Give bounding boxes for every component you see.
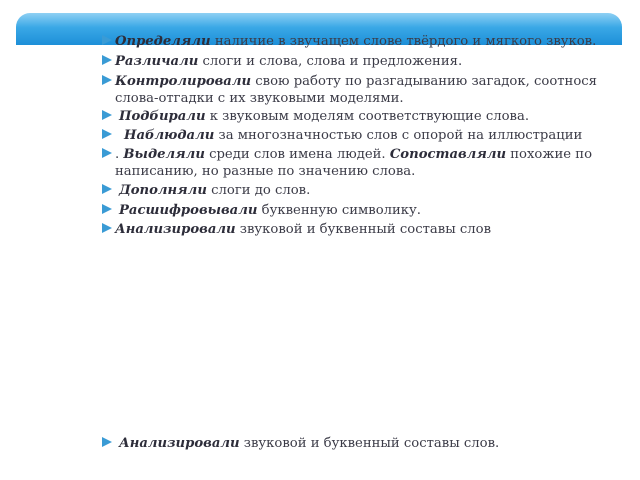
arrow-bullet-icon [102,184,112,194]
arrow-bullet-icon [102,148,112,158]
item-text: за многозначностью слов с опорой на иллюстрации [214,128,583,143]
arrow-bullet-icon [102,35,112,45]
item-verb: Анализировали [119,436,240,451]
arrow-bullet-icon [102,437,112,447]
item-prefix: . [115,147,124,162]
arrow-bullet-icon [102,204,112,214]
item-text: звуковой и буквенный составы слов [235,222,492,237]
item-text: буквенную символику. [257,203,421,218]
list-item [102,202,632,219]
list-item [102,221,632,238]
item-verb: Контролировали [115,74,252,89]
list-item-footer [102,435,632,452]
item-verb-2: Сопоставляли [389,147,507,162]
arrow-bullet-icon [102,110,112,120]
item-verb: Дополняли [119,183,207,198]
arrow-bullet-icon [102,223,112,233]
item-verb: Анализировали [115,222,236,237]
item-verb: Наблюдали [124,128,215,143]
list-item [102,108,632,125]
arrow-bullet-icon [102,55,112,65]
item-text: слоги до слов. [206,183,311,198]
item-text: звуковой и буквенный составы слов. [239,436,500,451]
list-item [102,33,632,50]
item-text: среди слов имена людей. [204,147,390,162]
item-verb: Выделяли [123,147,205,162]
item-text: наличие в звучащем слове твёрдого и мягкого звуков. [210,34,597,49]
arrow-bullet-icon [102,129,112,139]
item-verb: Различали [115,54,199,69]
item-verb: Определяли [115,34,211,49]
list-item [102,182,632,199]
list-item [102,73,632,107]
list-item [102,127,632,144]
item-text: свою работу по разгадыванию загадок, соотнося слова-отгадки с их звуковыми моделями. [115,74,597,106]
item-verb: Подбирали [119,109,206,124]
item-text: слоги и слова, слова и предложения. [198,54,463,69]
list-item [102,53,632,70]
item-verb: Расшифровывали [119,203,258,218]
item-text: к звуковым моделям соответствующие слова. [205,109,530,124]
item-text-2: похожие по написанию, но разные по значению слова. [115,147,593,179]
list-item [102,146,632,180]
arrow-bullet-icon [102,75,112,85]
